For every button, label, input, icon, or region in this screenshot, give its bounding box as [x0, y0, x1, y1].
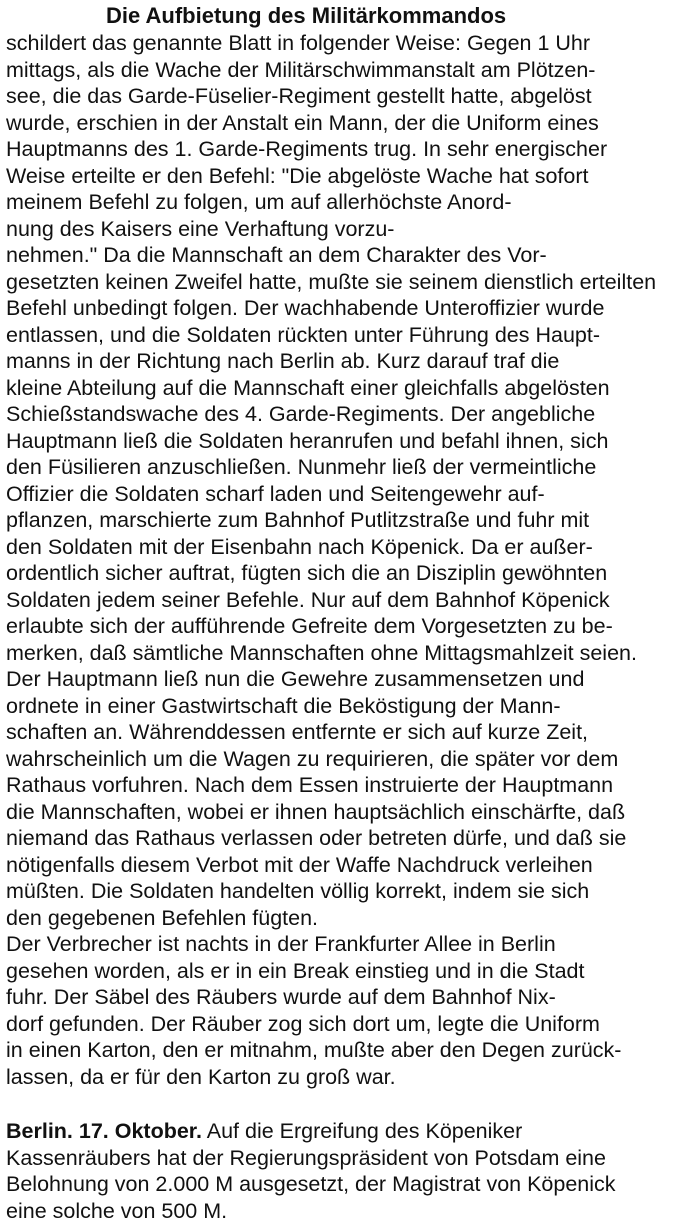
text-line: nung des Kaisers eine Verhaftung vorzu- [6, 216, 700, 243]
text-line: mittags, als die Wache der Militärschwimmanstalt am Plötzen- [6, 57, 700, 84]
text-line: merken, daß sämtliche Mannschaften ohne Mittagsmahlzeit seien. [6, 640, 700, 667]
text-line: entlassen, und die Soldaten rückten unter Führung des Haupt- [6, 322, 700, 349]
text-line: den Füsilieren anzuschließen. Nunmehr ließ der vermeintliche [6, 454, 700, 481]
text-line: den Soldaten mit der Eisenbahn nach Köpenick. Da er außer- [6, 534, 700, 561]
text-line: Schießstandswache des 4. Garde-Regiments. Der angebliche [6, 401, 700, 428]
text-line: schildert das genannte Blatt in folgender Weise: Gegen 1 Uhr [6, 30, 700, 57]
news-item [6, 1118, 700, 1224]
text-line: wahrscheinlich um die Wagen zu requirieren, die später vor dem [6, 746, 700, 773]
text-line: die Mannschaften, wobei er ihnen hauptsächlich einschärfte, daß [6, 799, 700, 826]
text-line: nehmen." Da die Mannschaft an dem Charakter des Vor- [6, 242, 700, 269]
text-line: Der Hauptmann ließ nun die Gewehre zusammensetzen und [6, 666, 700, 693]
text-line: Befehl unbedingt folgen. Der wachhabende Unteroffizier wurde [6, 295, 700, 322]
text-line: schaften an. Währenddessen entfernte er sich auf kurze Zeit, [6, 719, 700, 746]
text-line: erlaubte sich der aufführende Gefreite dem Vorgesetzten zu be- [6, 613, 700, 640]
text-line: ordnete in einer Gastwirtschaft die Beköstigung der Mann- [6, 693, 700, 720]
text-line: Rathaus vorfuhren. Nach dem Essen instruierte der Hauptmann [6, 772, 700, 799]
text-line: Weise erteilte er den Befehl: "Die abgelöste Wache hat sofort [6, 163, 700, 190]
text-line: Hauptmanns des 1. Garde-Regiments trug. In sehr energischer [6, 136, 700, 163]
text-line: manns in der Richtung nach Berlin ab. Kurz darauf traf die [6, 348, 700, 375]
text-line: pflanzen, marschierte zum Bahnhof Putlitzstraße und fuhr mit [6, 507, 700, 534]
text-line: kleine Abteilung auf die Mannschaft einer gleichfalls abgelösten [6, 375, 700, 402]
text-line: ordentlich sicher auftrat, fügten sich die an Disziplin gewöhnten [6, 560, 700, 587]
news-first-line-text: Auf die Ergreifung des Köpeniker [202, 1119, 522, 1143]
text-line: eine solche von 500 M. [6, 1198, 700, 1224]
text-line: in einen Karton, den er mitnahm, mußte aber den Degen zurück- [6, 1037, 700, 1064]
text-line: nötigenfalls diesem Verbot mit der Waffe Nachdruck verleihen [6, 852, 700, 879]
news-first-line [6, 1118, 700, 1145]
text-line: den gegebenen Befehlen fügten. [6, 905, 700, 932]
text-line: lassen, da er für den Karton zu groß war. [6, 1064, 700, 1091]
text-line: müßten. Die Soldaten handelten völlig korrekt, indem sie sich [6, 878, 700, 905]
text-line: Kassenräubers hat der Regierungspräsident von Potsdam eine [6, 1145, 700, 1172]
text-line: Belohnung von 2.000 M ausgesetzt, der Magistrat von Köpenick [6, 1171, 700, 1198]
text-line: gesetzten keinen Zweifel hatte, mußte sie seinem dienstlich erteilten [6, 269, 700, 296]
text-line: Hauptmann ließ die Soldaten heranrufen und befahl ihnen, sich [6, 428, 700, 455]
text-line: dorf gefunden. Der Räuber zog sich dort um, legte die Uniform [6, 1011, 700, 1038]
article-body [6, 30, 700, 1090]
text-line: meinem Befehl zu folgen, um auf allerhöchste Anord- [6, 189, 700, 216]
dateline: Berlin. 17. Oktober. [6, 1119, 202, 1143]
text-line: see, die das Garde-Füselier-Regiment gestellt hatte, abgelöst [6, 83, 700, 110]
text-line: wurde, erschien in der Anstalt ein Mann, der die Uniform eines [6, 110, 700, 137]
text-line: Offizier die Soldaten scharf laden und Seitengewehr auf- [6, 481, 700, 508]
article-heading: Die Aufbietung des Militärkommandos [106, 3, 506, 29]
text-line: gesehen worden, als er in ein Break einstieg und in die Stadt [6, 958, 700, 985]
text-line: Der Verbrecher ist nachts in der Frankfurter Allee in Berlin [6, 931, 700, 958]
text-line: niemand das Rathaus verlassen oder betreten dürfe, und daß sie [6, 825, 700, 852]
text-line: fuhr. Der Säbel des Räubers wurde auf dem Bahnhof Nix- [6, 984, 700, 1011]
text-line: Soldaten jedem seiner Befehle. Nur auf dem Bahnhof Köpenick [6, 587, 700, 614]
